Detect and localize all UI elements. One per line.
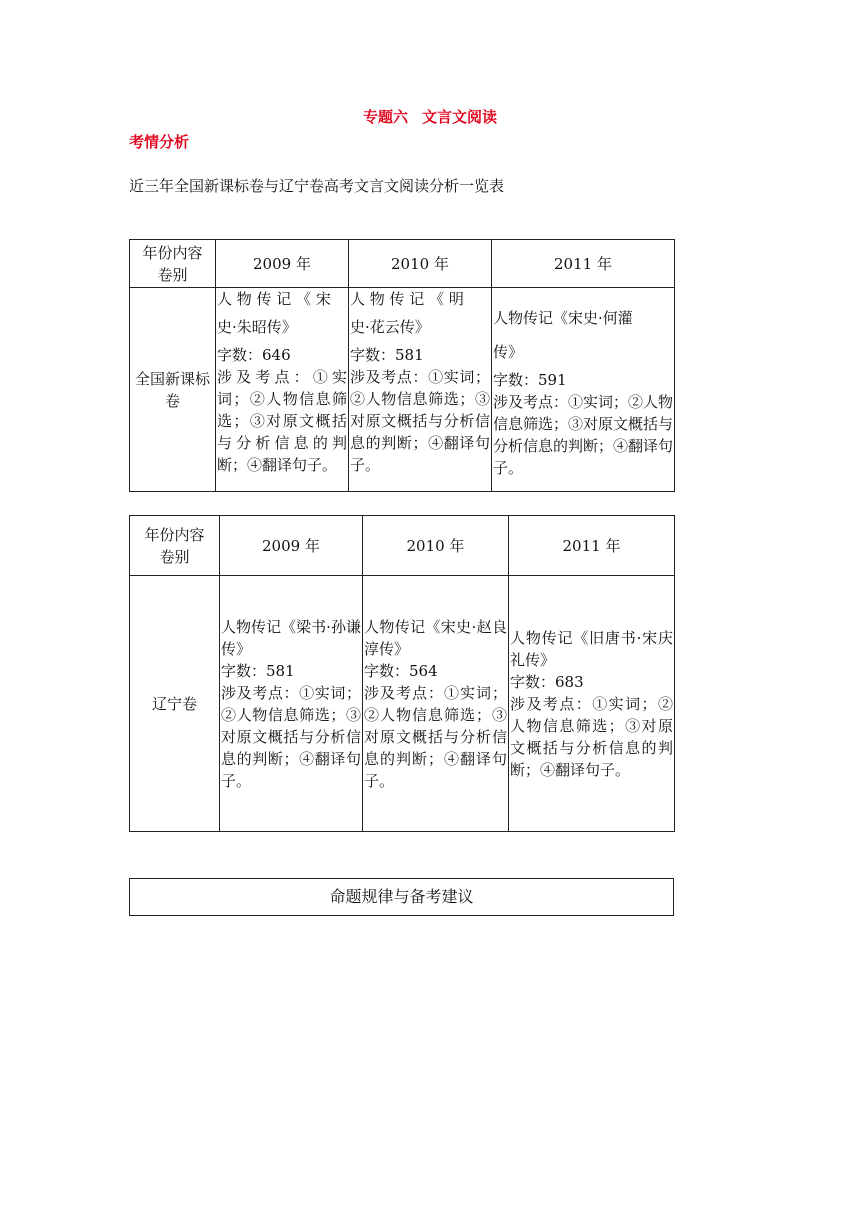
cell-2010	[363, 576, 509, 832]
title-topic: 专题六	[362, 108, 408, 126]
cell-2009	[216, 288, 349, 492]
year-header-2010: 2010 年	[349, 240, 492, 288]
cell-title-cont: 史·朱昭传》	[217, 318, 297, 336]
cell-count: 字数：581	[221, 661, 295, 680]
cell-title: 人物传记《宋史·何灌	[493, 308, 633, 327]
intro-text: 近三年全国新课标卷与辽宁卷高考文言文阅读分析一览表	[129, 177, 505, 195]
corner-header-cell: 年份内容 卷别	[130, 240, 216, 288]
corner-header-cell: 年份内容 卷别	[130, 516, 220, 576]
cell-2009	[220, 576, 363, 832]
cell-count: 字数：683	[510, 672, 584, 691]
title-subject: 文言文阅读	[422, 108, 498, 126]
cell-title: 人物传记《旧唐书·宋庆礼传》	[510, 628, 673, 669]
cell-count: 字数：646	[217, 346, 291, 364]
analysis-table-liaoning	[129, 515, 675, 832]
page-title	[0, 106, 860, 127]
cell-points: 涉及考点：①实词；②人物信息筛选；③对原文概括与分析信息的判断；④翻译句子。	[510, 694, 673, 779]
cell-points: 涉及考点：①实词；②人物信息筛选；③对原文概括与分析信息的判断；④翻译句子。	[221, 683, 361, 790]
year-header-2011: 2011 年	[509, 516, 675, 576]
cell-title: 人物传记《宋史·赵良淳传》	[364, 617, 507, 658]
cell-2010	[349, 288, 492, 492]
year-header-2009: 2009 年	[220, 516, 363, 576]
year-header-2011: 2011 年	[492, 240, 675, 288]
cell-points: 涉及考点：①实词；②人物信息筛选；③对原文概括与分析信息的判断；④翻译句子。	[493, 392, 674, 477]
proposition-advice-box: 命题规律与备考建议	[129, 878, 674, 916]
cell-2011	[492, 288, 675, 492]
cell-count: 字数：564	[364, 661, 438, 680]
cell-title-cont: 传》	[493, 342, 524, 361]
cell-points: 涉及考点：①实词；②人物信息筛选；③对原文概括与分析信息的判断；④翻译句子。	[350, 368, 490, 474]
year-header-2009: 2009 年	[216, 240, 349, 288]
cell-title: 人 物 传 记 《 宋	[217, 290, 331, 308]
cell-count: 字数：581	[350, 346, 424, 364]
table-header-row	[130, 516, 675, 576]
cell-2011	[509, 576, 675, 832]
section-heading: 考情分析	[129, 133, 190, 151]
year-header-2010: 2010 年	[363, 516, 509, 576]
table-row	[130, 576, 675, 832]
cell-count: 字数：591	[493, 370, 567, 389]
analysis-table-national	[129, 239, 675, 492]
table-row	[130, 288, 675, 492]
table-header-row	[130, 240, 675, 288]
cell-points: 涉及考点：①实词；②人物信息筛选；③对原文概括与分析信息的判断；④翻译句子。	[364, 683, 507, 790]
cell-points: 涉及考点：①实词；②人物信息筛选；③对原文概括与分析信息的判断；④翻译句子。	[217, 368, 347, 474]
cell-title-cont: 史·花云传》	[350, 318, 430, 336]
region-cell: 全国新课标卷	[130, 288, 216, 492]
cell-title: 人物传记《梁书·孙谦传》	[221, 617, 361, 658]
cell-title: 人 物 传 记 《 明	[350, 290, 464, 308]
region-cell: 辽宁卷	[130, 576, 220, 832]
